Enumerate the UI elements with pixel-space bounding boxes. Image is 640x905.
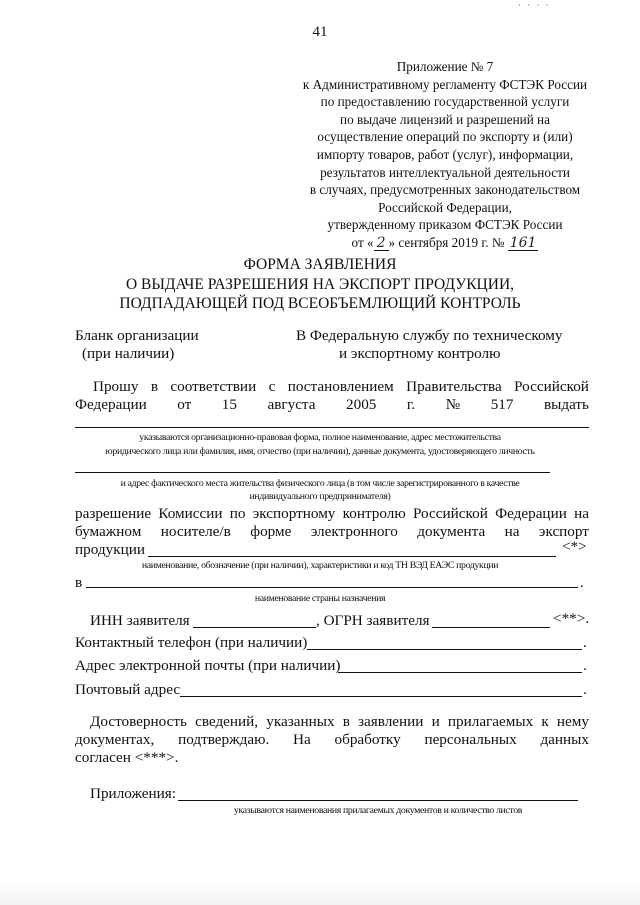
permission-line-2 — [75, 523, 589, 541]
word: контролю — [342, 505, 406, 522]
word: документа — [417, 523, 486, 540]
appendix-date-line — [290, 234, 600, 252]
scan-marks: · · · · — [518, 0, 551, 10]
attachments-input-line[interactable] — [178, 800, 578, 801]
word: в — [150, 378, 158, 395]
word: электронного — [310, 523, 398, 540]
page-number: 41 — [312, 24, 328, 40]
confirm-line-1 — [90, 713, 589, 731]
word: документах, — [75, 731, 155, 748]
form-title — [40, 255, 600, 314]
word: форме — [250, 523, 292, 540]
word: 517 — [490, 396, 514, 413]
email-input-line[interactable] — [338, 672, 582, 673]
word: сведений, — [195, 713, 259, 730]
ogrn-label: , ОГРН заявителя — [316, 612, 430, 629]
word: нему — [556, 713, 589, 730]
email-period: . — [583, 657, 587, 674]
applicant-note-2: юридического лица или фамилия, имя, отчество (при наличии), данные документа, удостоверяющего личность — [105, 446, 535, 457]
letterhead-note: (при наличии) — [82, 345, 175, 362]
word: Комиссии — [158, 505, 223, 522]
postal-label: Почтовый адрес — [75, 681, 181, 698]
appendix-block — [290, 58, 600, 252]
date-suffix: » сентября 2019 г. № — [388, 234, 505, 250]
word: бумажном — [75, 523, 142, 540]
word: Достоверность — [90, 713, 187, 730]
word: августа — [267, 396, 316, 413]
product-fill-line[interactable] — [148, 556, 556, 557]
word: данных — [540, 731, 589, 748]
confirm-line-2 — [75, 731, 589, 749]
applicant-note-1: указываются организационно-правовая форма, полное наименование, адрес местожительства — [139, 432, 501, 443]
word: г. — [406, 396, 416, 413]
appendix-line: осуществление операций по экспорту и (или) — [317, 129, 573, 145]
word: соответствии — [170, 378, 257, 395]
word: постановлением — [287, 378, 394, 395]
ogrn-footnote-mark: <**>. — [553, 610, 590, 627]
word: в — [342, 713, 350, 730]
title-line: О ВЫДАЧЕ РАЗРЕШЕНИЯ НА ЭКСПОРТ ПРОДУКЦИИ, — [125, 275, 515, 293]
word: разрешение — [75, 505, 152, 522]
title-line: ПОДПАДАЮЩЕЙ ПОД ВСЕОБЪЕМЛЮЩИЙ КОНТРОЛЬ — [119, 295, 521, 312]
word: носителе/в — [160, 523, 231, 540]
word: 2005 — [346, 396, 377, 413]
country-period: . — [580, 574, 584, 591]
word: с — [268, 378, 276, 395]
attachments-label: Приложения: — [90, 785, 176, 802]
word: к — [541, 713, 549, 730]
addressee-line-1: В Федеральную службу по техническому — [296, 327, 563, 344]
letterhead-label: Бланк организации — [75, 327, 199, 344]
title-line: ФОРМА ЗАЯВЛЕНИЯ — [243, 256, 397, 273]
word: на — [504, 523, 520, 540]
appendix-line: результатов интеллектуальной деятельности — [320, 164, 570, 180]
word: подтверждаю. — [178, 731, 270, 748]
confirm-line-3: согласен <***>. — [75, 749, 179, 766]
word: Российской — [514, 378, 589, 395]
word: Федерации — [495, 505, 567, 522]
word: Российской — [412, 505, 488, 522]
phone-label: Контактный телефон (при наличии) — [75, 634, 308, 651]
product-footnote-mark: <*> — [562, 538, 587, 555]
ogrn-input-line[interactable] — [432, 627, 550, 628]
request-line-1 — [93, 378, 589, 396]
product-note: наименование, обозначение (при наличии), характеристики и код ТН ВЭД ЕАЭС продукции — [141, 560, 499, 571]
word: экспорт — [538, 523, 589, 540]
word: на — [574, 505, 589, 522]
word: от — [177, 396, 192, 413]
appendix-line: Приложение № 7 — [396, 59, 494, 74]
applicant-note-4: индивидуального предпринимателя) — [249, 491, 391, 502]
phone-period: . — [583, 634, 587, 651]
appendix-line: утвержденному приказом ФСТЭК России — [327, 217, 563, 233]
appendix-line: импорту товаров, работ (услуг), информации, — [316, 146, 574, 162]
word: 15 — [221, 396, 237, 413]
email-label: Адрес электронной почты (при наличии) — [75, 657, 341, 674]
request-line-2 — [75, 396, 589, 414]
product-label: продукции — [75, 541, 145, 558]
applicant-note-3: и адрес фактического места жительства физического лица (в том числе зарегистрированного в качестве — [120, 478, 520, 489]
word: заявлении — [358, 713, 424, 730]
inn-input-line[interactable] — [193, 627, 316, 628]
word: Прошу — [93, 378, 139, 395]
permission-line-1 — [75, 505, 589, 523]
handwritten-order-number: 161 — [509, 234, 537, 251]
addressee-line-2: и экспортному контролю — [339, 345, 501, 362]
word: экспортному — [252, 505, 336, 522]
postal-input-line[interactable] — [180, 696, 582, 697]
handwritten-day: 2 — [374, 237, 389, 251]
date-prefix: от « — [351, 234, 374, 250]
word: прилагаемых — [447, 713, 534, 730]
applicant-fill-line[interactable] — [75, 427, 589, 428]
appendix-line: по выдаче лицензий и разрешений на — [340, 111, 550, 127]
word: выдать — [543, 396, 589, 413]
appendix-line: по предоставлению государственной услуги — [320, 94, 570, 110]
appendix-line: в случаях, предусмотренных законодательством — [309, 182, 581, 198]
word: Правительства — [406, 378, 502, 395]
appendix-line: Российской Федерации, — [378, 199, 512, 215]
word: На — [293, 731, 311, 748]
page-edge-shadow — [0, 880, 640, 905]
phone-input-line[interactable] — [307, 649, 582, 650]
word: Федерации — [75, 396, 147, 413]
applicant-fill-line[interactable] — [75, 472, 550, 473]
word: № — [445, 396, 461, 413]
word: обработку — [334, 731, 401, 748]
inn-label: ИНН заявителя — [90, 612, 190, 629]
country-prefix: в — [75, 574, 83, 591]
word: указанных — [266, 713, 335, 730]
word: и — [431, 713, 440, 730]
postal-period: . — [583, 681, 587, 698]
word: по — [229, 505, 246, 522]
country-note: наименование страны назначения — [254, 593, 386, 604]
appendix-line: к Административному регламенту ФСТЭК России — [302, 76, 588, 92]
word: персональных — [424, 731, 517, 748]
attachments-note: указываются наименования прилагаемых документов и количество листов — [233, 805, 523, 816]
country-fill-line[interactable] — [86, 587, 578, 588]
